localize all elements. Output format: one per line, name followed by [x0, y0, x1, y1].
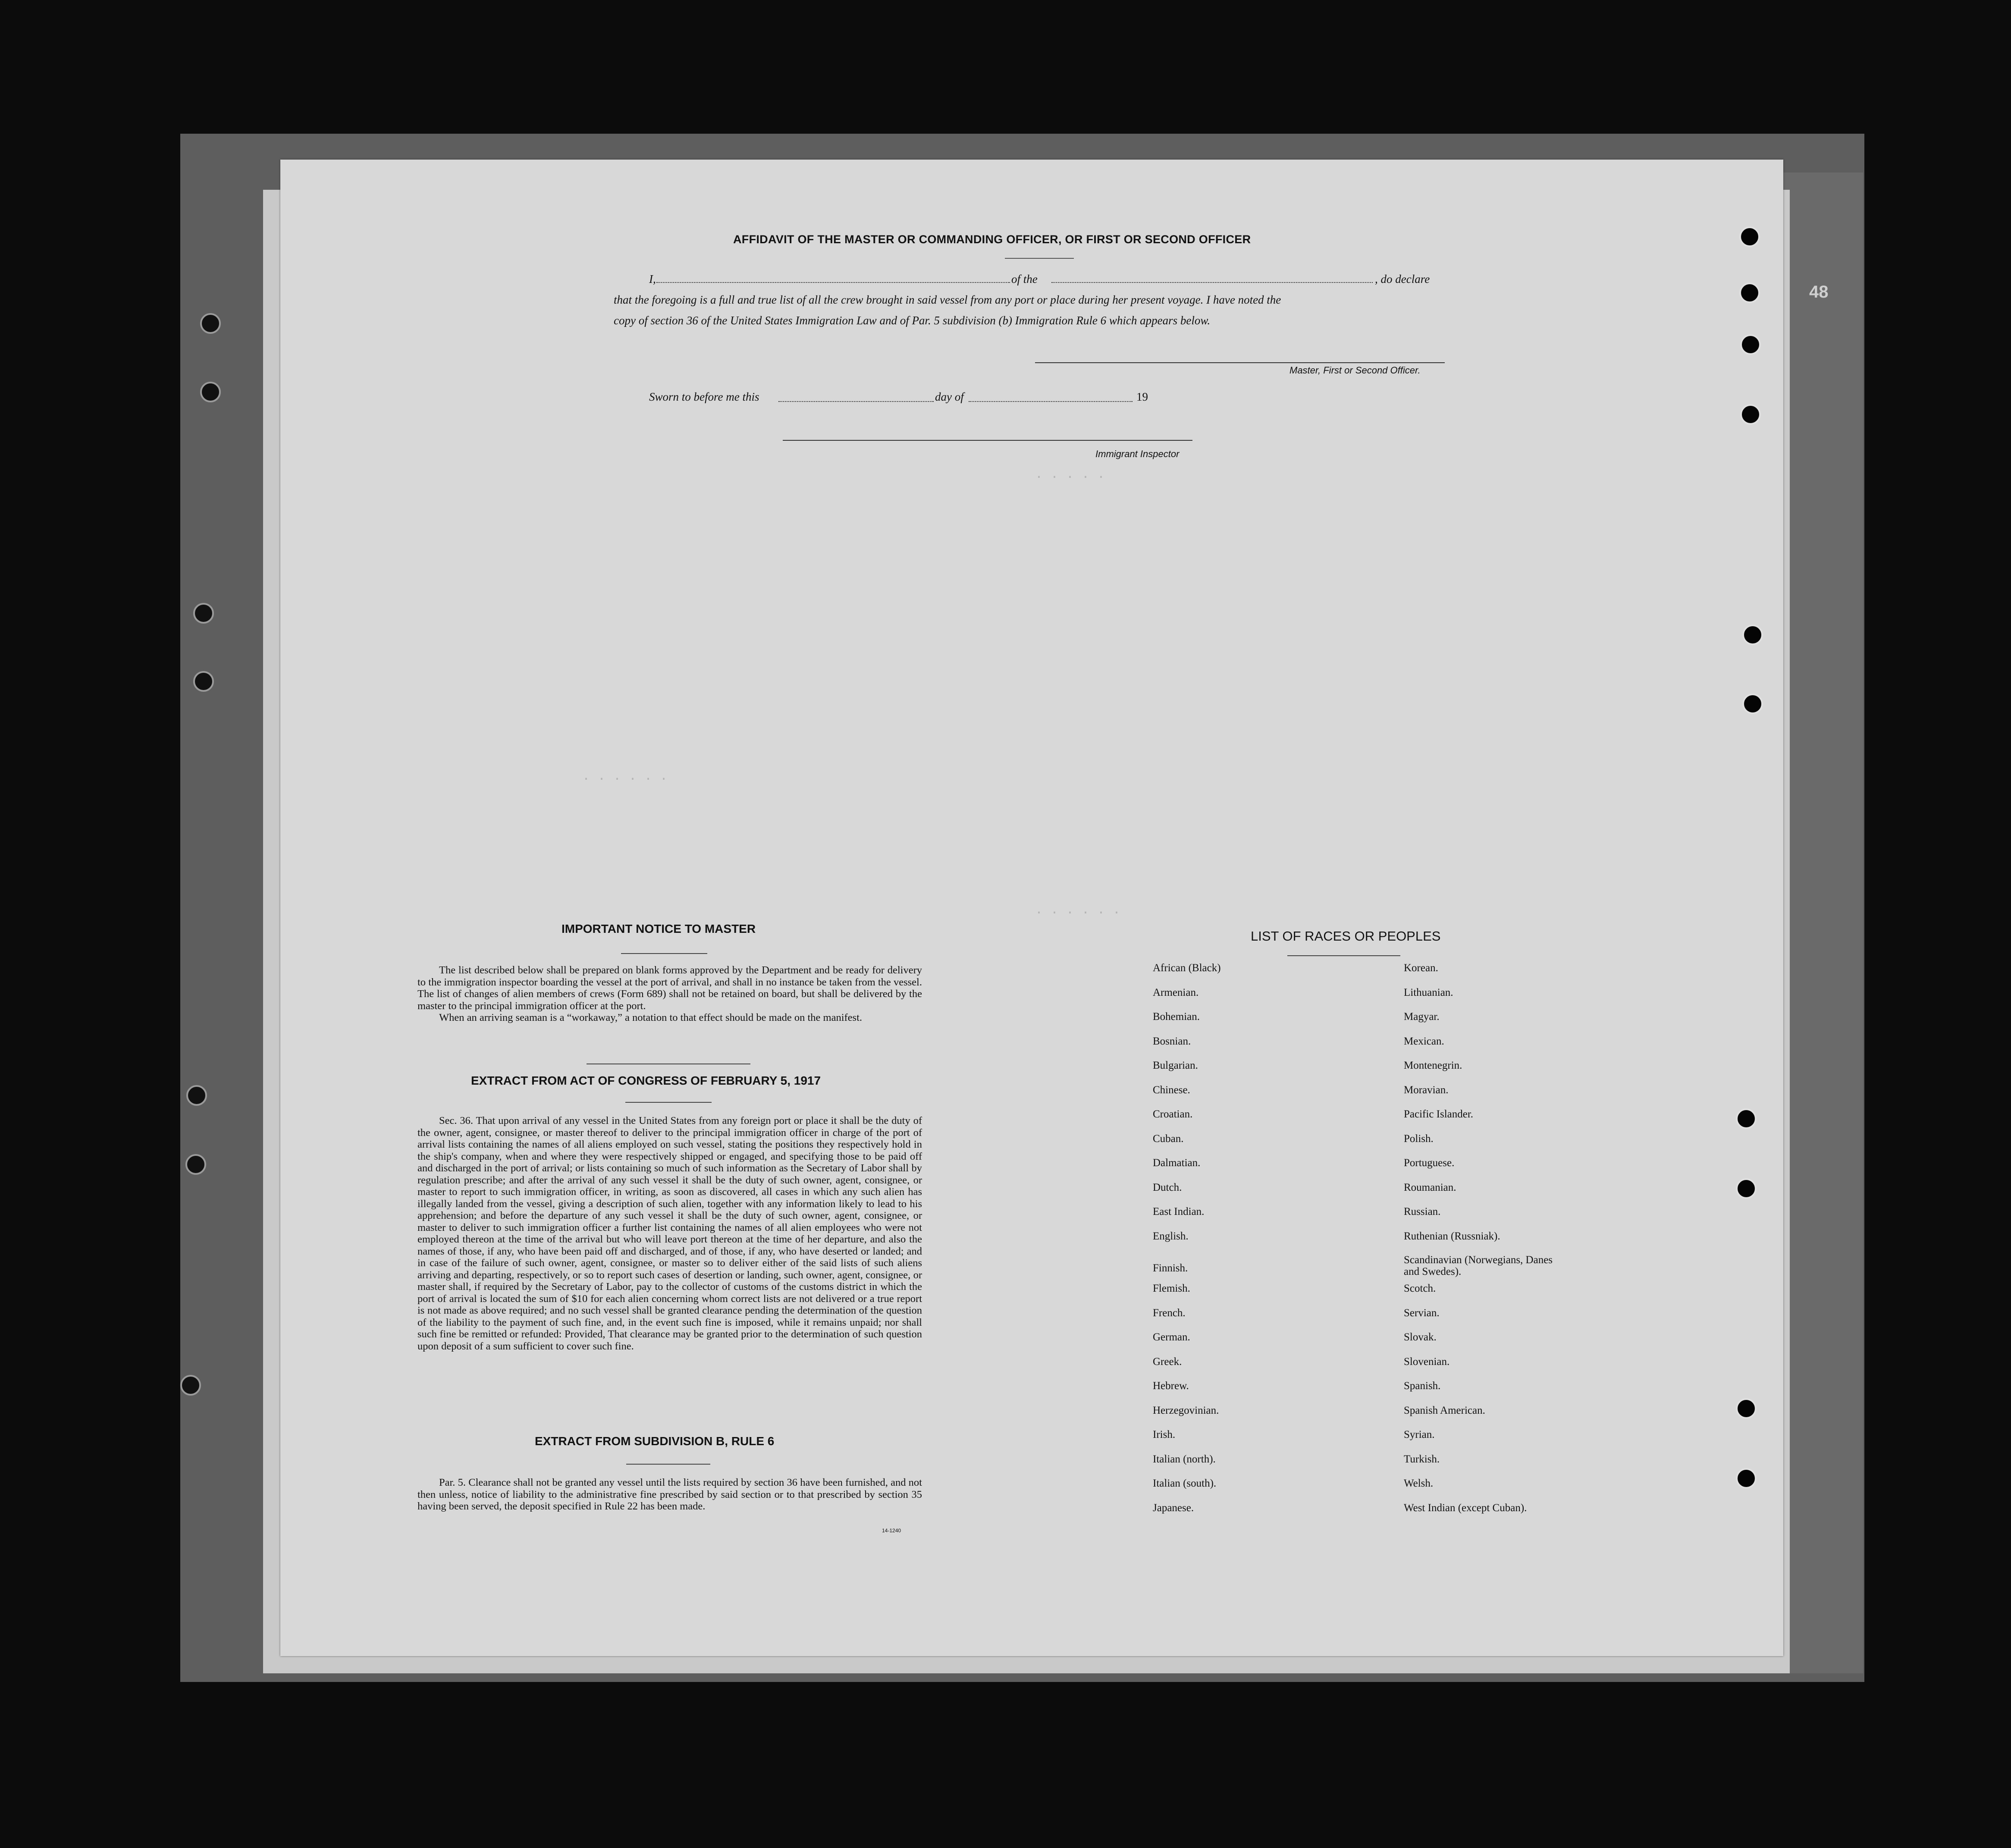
race-item: African (Black) — [1153, 962, 1221, 974]
sworn-month-field[interactable] — [969, 401, 1133, 402]
races-title: LIST OF RACES OR PEOPLES — [1251, 929, 1441, 944]
race-item: Flemish. — [1153, 1283, 1190, 1294]
notice-text — [417, 964, 922, 1024]
race-item: Armenian. — [1153, 986, 1199, 998]
race-item: Lithuanian. — [1404, 986, 1453, 998]
binder-hole — [180, 1375, 201, 1396]
race-item: Finnish. — [1153, 1262, 1188, 1274]
race-item: Montenegrin. — [1404, 1060, 1462, 1071]
race-item: French. — [1153, 1307, 1186, 1319]
affidavit-title: AFFIDAVIT OF THE MASTER OR COMMANDING OFFICER, OR FIRST OR SECOND OFFICER — [733, 233, 1251, 246]
binder-hole — [193, 603, 214, 624]
race-item: Bosnian. — [1153, 1035, 1191, 1047]
punch-hole — [1736, 1398, 1757, 1419]
race-item: Syrian. — [1404, 1429, 1435, 1440]
binder-hole — [185, 1154, 206, 1175]
punch-hole — [1736, 1468, 1757, 1489]
notice-rule — [621, 953, 707, 954]
inspector-signature-line[interactable] — [783, 440, 1192, 441]
race-item: Japanese. — [1153, 1502, 1194, 1514]
race-item: Dutch. — [1153, 1181, 1182, 1193]
sworn-year: 19 — [1136, 390, 1148, 403]
affidavit-declare: , do declare — [1375, 273, 1430, 286]
race-item: English. — [1153, 1230, 1189, 1242]
race-item: Polish. — [1404, 1133, 1434, 1145]
race-item: East Indian. — [1153, 1206, 1205, 1217]
punch-hole — [1739, 282, 1760, 303]
binder-edge — [1781, 173, 1863, 1673]
affidavit-text-line: copy of section 36 of the United States Immigration Law and of Par. 5 subdivision (b) Immigration Rule 6 which appears below. — [614, 314, 1211, 327]
races-list-right — [1404, 962, 1559, 1526]
extract-act-text — [417, 1115, 922, 1352]
race-item: Greek. — [1153, 1355, 1182, 1368]
race-item: Bohemian. — [1153, 1011, 1200, 1023]
race-item: Scotch. — [1404, 1283, 1436, 1294]
sworn-day-of: day of — [935, 390, 964, 403]
vessel-name-field[interactable] — [1051, 282, 1373, 283]
race-item: Ruthenian (Russniak). — [1404, 1230, 1500, 1242]
extract-act-title: EXTRACT FROM ACT OF CONGRESS OF FEBRUARY 5, 1917 — [471, 1074, 821, 1087]
binder-hole — [193, 671, 214, 692]
race-item: Servian. — [1404, 1307, 1440, 1319]
punch-hole — [1739, 226, 1760, 247]
race-item: Pacific Islander. — [1404, 1108, 1474, 1120]
race-item: Welsh. — [1404, 1478, 1434, 1489]
bleed-through-text: · · · · · · — [582, 772, 668, 787]
affidavit-of-the: of the — [1011, 273, 1038, 286]
sworn-day-field[interactable] — [778, 401, 934, 402]
binder-hole — [186, 1085, 207, 1106]
form-code: 14-1240 — [882, 1528, 901, 1534]
race-item: Italian (south). — [1153, 1478, 1217, 1489]
section-rule — [625, 1102, 712, 1103]
race-item: Irish. — [1153, 1429, 1176, 1440]
section-rule — [626, 1464, 710, 1465]
binder-hole — [200, 382, 221, 402]
race-item: Slovak. — [1404, 1331, 1437, 1343]
race-item: Chinese. — [1153, 1084, 1190, 1096]
punch-hole — [1736, 1178, 1757, 1199]
race-item: Hebrew. — [1153, 1380, 1189, 1392]
signature-label: Master, First or Second Officer. — [1289, 365, 1421, 376]
race-item: Herzegovinian. — [1153, 1404, 1219, 1416]
race-item: Italian (north). — [1153, 1453, 1216, 1465]
race-item: Slovenian. — [1404, 1355, 1450, 1368]
extract-rule-text — [417, 1477, 922, 1512]
punch-hole — [1742, 693, 1763, 714]
punch-hole — [1736, 1108, 1757, 1129]
master-name-field[interactable] — [656, 282, 1010, 283]
race-item: Magyar. — [1404, 1011, 1440, 1023]
race-item: Bulgarian. — [1153, 1060, 1198, 1071]
race-item: Dalmatian. — [1153, 1157, 1201, 1169]
race-item: Korean. — [1404, 962, 1438, 974]
extract-rule-title: EXTRACT FROM SUBDIVISION B, RULE 6 — [535, 1434, 775, 1448]
bleed-through-text: · · · · · — [1035, 470, 1105, 485]
races-rule — [1287, 955, 1400, 956]
section-36-text: Sec. 36. That upon arrival of any vessel in the United States from any foreign port or place it shall be the duty of the owner, agent, consignee, or master thereof to deliver to the principal immigration officer in charge of the port of arrival lists containing the names of all aliens employed on such vessel, stating the positions they respectively hold in the ship's company, when and where they were respectively shipped or engaged, and specifying those to be paid off and discharged in the port of arrival; or lists containing so much of such information as the Secretary of Labor shall by regulation prescribe; and after the arrival of any such vessel it shall be the duty of such owner, agent, consignee, or master to report to such immigration officer, in writing, as soon as discovered, all cases in which any such alien has illegally landed from the vessel, giving a description of such alien, together with any information likely to lead to his apprehension; and before the departure of any such vessel it shall be the duty of such owner, agent, consignee, or master to deliver to such immigration officer a further list containing the names of all alien employees who were not employed thereon at the time of the arrival but who will leave port thereon at the time of her departure, and also the names of those, if any, who have been paid off and discharged, and of those, if any, who have deserted or landed; and in case of the failure of such owner, agent, consignee, or master so to deliver either of the said lists of such aliens arriving and departing, respectively, or so to report such cases of desertion or landing, such owner, agent, consignee, or master shall, if required by the Secretary of Labor, pay to the collector of customs of the customs district in which the port of arrival is located the sum of $10 for each alien concerning whom correct lists are not delivered or a true report is not made as above required; and no such vessel shall be granted clearance pending the determination of the question of the liability to the payment of such fine, and, in the event such fine is imposed, while it remains unpaid; nor shall such fine be remitted or refunded: Provided, That clearance may be granted prior to the determination of such question upon deposit of a sum sufficient to cover such fine. — [417, 1115, 922, 1352]
bleed-through-text: · · · · · · — [1035, 906, 1121, 920]
par-5-text: Par. 5. Clearance shall not be granted any vessel until the lists required by section 36 have been furnished, and not then unless, notice of liability to the administrative fine prescribed by said section or to that prescribed by section 35 having been served, the deposit specified in Rule 22 has been made. — [417, 1477, 922, 1512]
master-signature-line[interactable] — [1035, 362, 1445, 363]
affidavit-text-line: that the foregoing is a full and true list of all the crew brought in said vessel from any port or place during her present voyage. I have noted the — [614, 293, 1281, 306]
punch-hole — [1740, 404, 1761, 425]
race-item: German. — [1153, 1331, 1190, 1343]
race-item: Mexican. — [1404, 1035, 1444, 1047]
race-item: Roumanian. — [1404, 1181, 1456, 1193]
binder-hole — [200, 313, 221, 334]
race-item: Scandinavian (Norwegians, Danes and Swedes). — [1404, 1254, 1553, 1277]
notice-para: When an arriving seaman is a “workaway,” a notation to that effect should be made on the manifest. — [439, 1012, 863, 1023]
race-item: West Indian (except Cuban). — [1404, 1502, 1527, 1514]
races-list-left — [1153, 962, 1221, 1526]
race-item: Turkish. — [1404, 1453, 1440, 1465]
page-number: 48 — [1809, 282, 1829, 301]
punch-hole — [1740, 334, 1761, 355]
sworn-prefix: Sworn to before me this — [649, 390, 759, 403]
race-item: Spanish. — [1404, 1380, 1441, 1392]
notice-para: The list described below shall be prepared on blank forms approved by the Department and be ready for delivery to the immigration inspector boarding the vessel at the port of arrival, and shall in no instance be taken from the vessel. The list of changes of alien members of crews (Form 689) shall not be retained on board, but shall be delivered by the master to the principal immigration officer at the port. — [417, 964, 922, 1012]
punch-hole — [1742, 624, 1763, 645]
race-item: Spanish American. — [1404, 1404, 1485, 1416]
race-item: Cuban. — [1153, 1133, 1184, 1145]
notice-title: IMPORTANT NOTICE TO MASTER — [562, 922, 756, 935]
affidavit-i: I, — [649, 273, 656, 286]
title-rule — [1005, 258, 1074, 259]
race-item: Croatian. — [1153, 1108, 1193, 1120]
race-item: Moravian. — [1404, 1084, 1449, 1096]
inspector-label: Immigrant Inspector — [1095, 449, 1180, 459]
race-item: Portuguese. — [1404, 1157, 1455, 1169]
race-item: Russian. — [1404, 1206, 1441, 1217]
